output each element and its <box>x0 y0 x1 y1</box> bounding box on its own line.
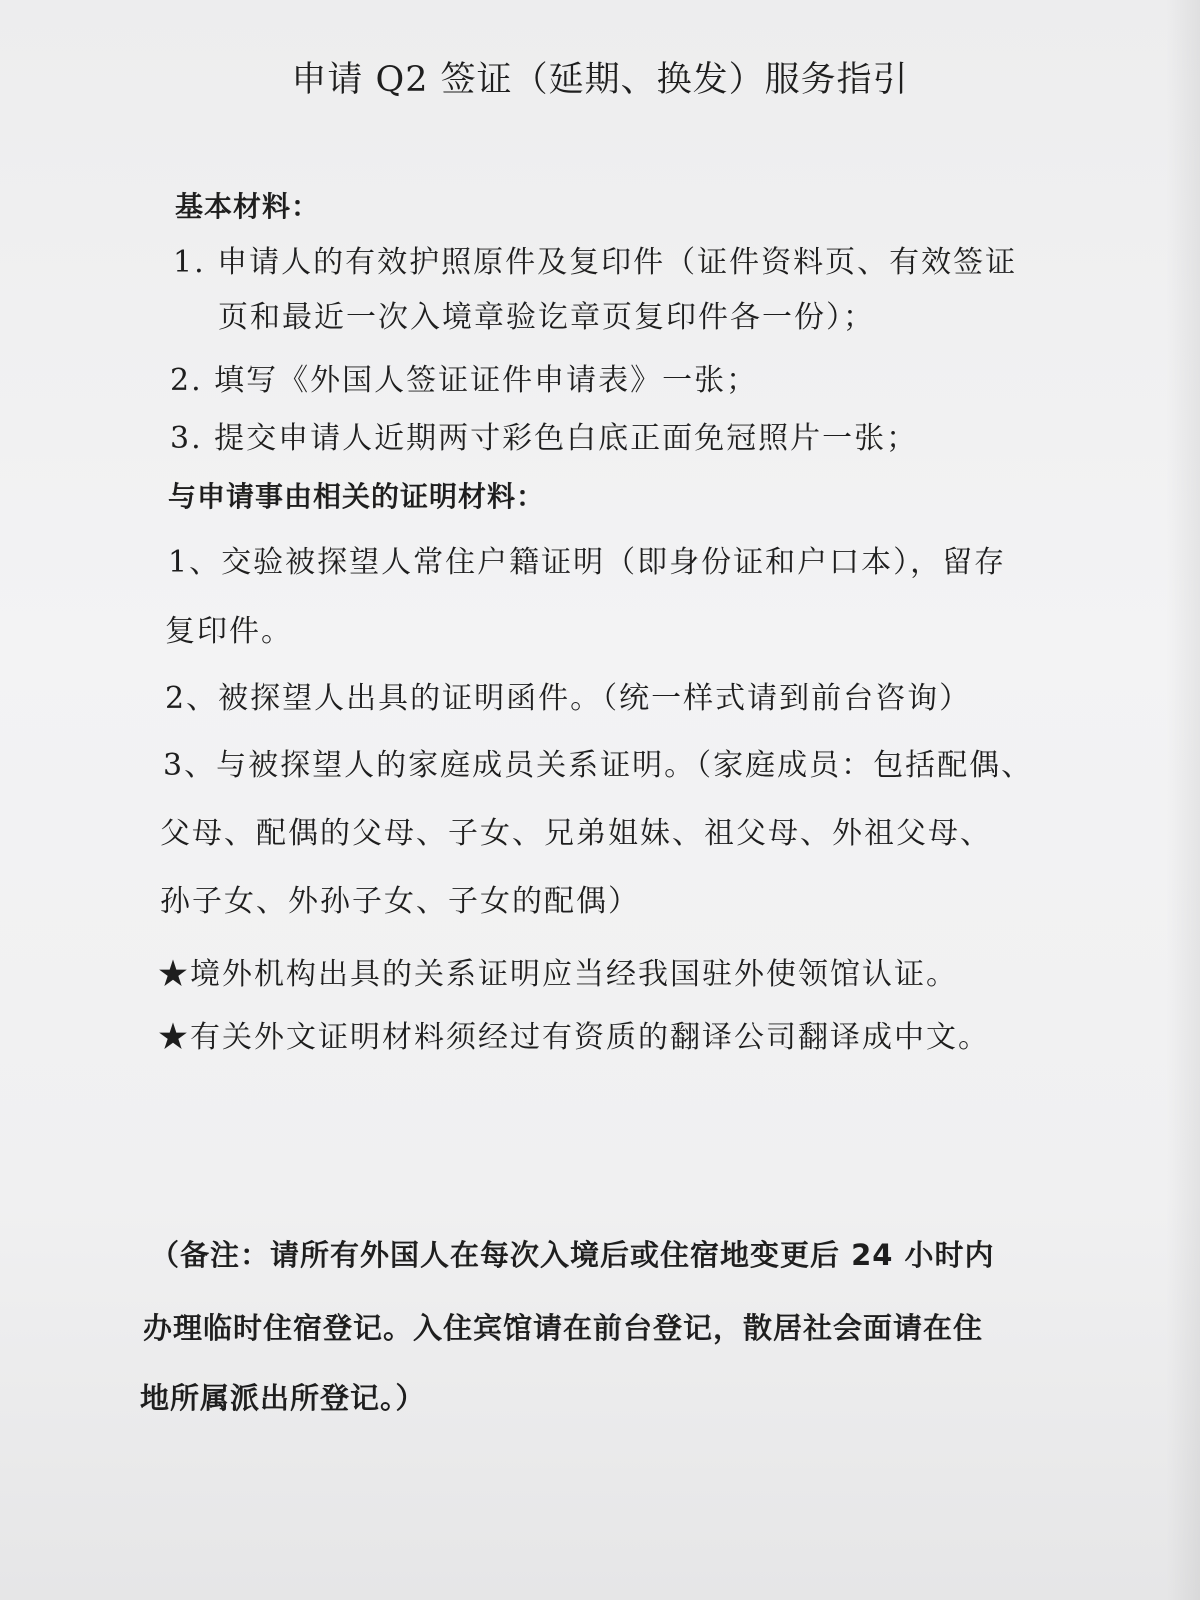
basic-item-2: 2. 填写《外国人签证证件申请表》一张； <box>170 363 759 398</box>
related-item-3-line-2: 父母、配偶的父母、子女、兄弟姐妹、祖父母、外祖父母、 <box>160 816 992 851</box>
related-item-1-line-2: 复印件。 <box>165 614 293 649</box>
star-note-1: ★境外机构出具的关系证明应当经我国驻外使领馆认证。 <box>158 957 958 992</box>
basic-item-1-line-2: 页和最近一次入境章验讫章页复印件各一份）； <box>218 300 875 335</box>
related-item-2: 2、被探望人出具的证明函件。（统一样式请到前台咨询） <box>165 681 972 716</box>
related-item-3-line-3: 孙子女、外孙子女、子女的配偶） <box>160 884 640 919</box>
related-item-1-line-1: 1、交验被探望人常住户籍证明（即身份证和户口本），留存 <box>168 545 1007 580</box>
star-note-2: ★有关外文证明材料须经过有资质的翻译公司翻译成中文。 <box>158 1020 990 1055</box>
related-item-3-line-1: 3、与被探望人的家庭成员关系证明。（家庭成员：包括配偶、 <box>163 748 1034 783</box>
remark-line-3: 地所属派出所登记。） <box>140 1381 426 1415</box>
remark-line-1: （备注：请所有外国人在每次入境后或住宿地变更后 24 小时内 <box>150 1238 995 1272</box>
related-materials-heading: 与申请事由相关的证明材料： <box>168 480 546 513</box>
remark-line-2: 办理临时住宿登记。入住宾馆请在前台登记，散居社会面请在住 <box>143 1311 984 1345</box>
document-title: 申请 Q2 签证（延期、换发）服务指引 <box>291 60 909 100</box>
basic-item-1-line-1: 1. 申请人的有效护照原件及复印件（证件资料页、有效签证 <box>173 245 1018 280</box>
basic-materials-heading: 基本材料： <box>175 190 321 223</box>
basic-item-3: 3. 提交申请人近期两寸彩色白底正面免冠照片一张； <box>170 421 919 456</box>
